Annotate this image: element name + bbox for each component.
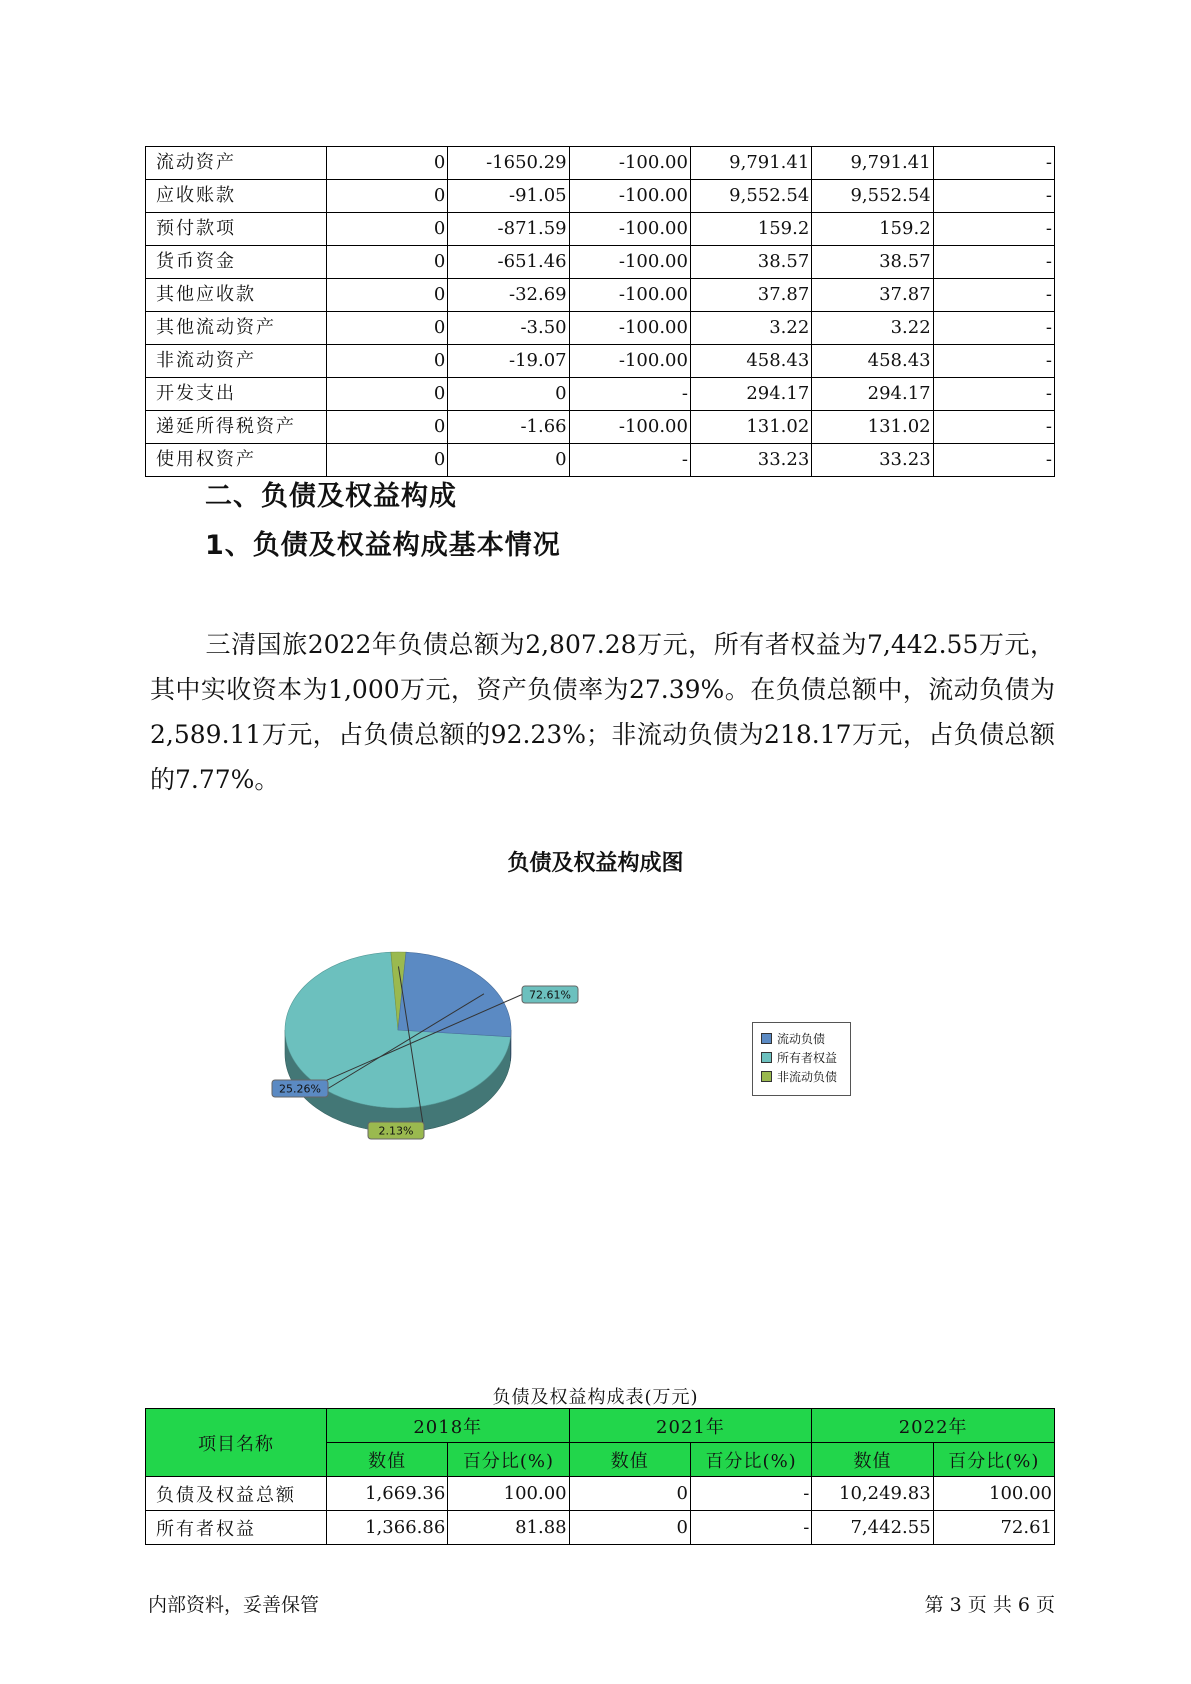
table-cell: 0 <box>569 1511 690 1545</box>
legend-label: 所有者权益 <box>777 1051 838 1065</box>
table-cell: 9,552.54 <box>812 180 933 213</box>
table-cell: -100.00 <box>569 312 690 345</box>
table-cell: 1,366.86 <box>326 1511 447 1545</box>
chart-legend <box>752 1022 851 1096</box>
table-cell: - <box>933 246 1054 279</box>
table-row <box>146 312 1055 345</box>
col-header-name: 项目名称 <box>146 1409 327 1477</box>
table-cell: - <box>569 444 690 477</box>
table-cell: 0 <box>326 213 447 246</box>
table-caption: 负债及权益构成表(万元) <box>492 1387 699 1408</box>
year-header: 2022年 <box>812 1409 1055 1443</box>
legend-swatch <box>761 1033 772 1044</box>
table-cell: 72.61 <box>933 1511 1054 1545</box>
year-header: 2021年 <box>569 1409 812 1443</box>
table-cell: - <box>569 378 690 411</box>
data-label: 72.61% <box>529 988 571 1002</box>
data-label: 25.26% <box>279 1082 321 1096</box>
table-cell: 0 <box>448 378 569 411</box>
table-cell: 9,791.41 <box>690 147 811 180</box>
equity-table <box>145 1408 1055 1545</box>
table-row <box>146 147 1055 180</box>
table-cell: 10,249.83 <box>812 1477 933 1511</box>
table-cell: -100.00 <box>569 411 690 444</box>
table-cell: 0 <box>326 444 447 477</box>
sub-header: 数值 <box>326 1443 447 1477</box>
table-cell: -871.59 <box>448 213 569 246</box>
table-cell: 0 <box>326 279 447 312</box>
table-cell: 9,791.41 <box>812 147 933 180</box>
table-cell: 100.00 <box>933 1477 1054 1511</box>
sub-header: 数值 <box>569 1443 690 1477</box>
section-subheading: 1、负债及权益构成基本情况 <box>205 530 561 561</box>
legend-swatch <box>761 1071 772 1082</box>
legend-item <box>761 1048 850 1067</box>
table-cell: 0 <box>326 411 447 444</box>
table-cell: -19.07 <box>448 345 569 378</box>
table-cell: 131.02 <box>690 411 811 444</box>
table-cell: - <box>933 411 1054 444</box>
table-cell: 100.00 <box>448 1477 569 1511</box>
table-cell: - <box>933 378 1054 411</box>
table-cell: 458.43 <box>812 345 933 378</box>
table-cell: 0 <box>326 180 447 213</box>
table-cell: 9,552.54 <box>690 180 811 213</box>
table-cell: - <box>933 180 1054 213</box>
table-row <box>146 246 1055 279</box>
table-cell: 1,669.36 <box>326 1477 447 1511</box>
table-cell: 33.23 <box>812 444 933 477</box>
year-header: 2018年 <box>326 1409 569 1443</box>
row-label: 预付款项 <box>146 213 327 246</box>
row-label: 应收账款 <box>146 180 327 213</box>
table-cell: 3.22 <box>690 312 811 345</box>
table-cell: 38.57 <box>812 246 933 279</box>
table-cell: -91.05 <box>448 180 569 213</box>
table-cell: 131.02 <box>812 411 933 444</box>
chart-title: 负债及权益构成图 <box>507 851 684 876</box>
table-cell: 3.22 <box>812 312 933 345</box>
legend-item <box>761 1029 850 1048</box>
table-cell: - <box>690 1511 811 1545</box>
table-cell: -100.00 <box>569 246 690 279</box>
table-row <box>146 180 1055 213</box>
table-cell: -3.50 <box>448 312 569 345</box>
sub-header: 百分比(%) <box>448 1443 569 1477</box>
table-cell: 0 <box>326 147 447 180</box>
page-number: 第 3 页 共 6 页 <box>924 1594 1055 1616</box>
row-label: 其他流动资产 <box>146 312 327 345</box>
table-cell: 0 <box>326 378 447 411</box>
table-cell: -651.46 <box>448 246 569 279</box>
sub-header: 百分比(%) <box>690 1443 811 1477</box>
row-label: 流动资产 <box>146 147 327 180</box>
asset-table <box>145 146 1055 477</box>
table-cell: -100.00 <box>569 213 690 246</box>
row-label: 递延所得税资产 <box>146 411 327 444</box>
legend-swatch <box>761 1052 772 1063</box>
row-label: 非流动资产 <box>146 345 327 378</box>
section-heading: 二、负债及权益构成 <box>205 481 457 512</box>
header-row <box>146 1409 1055 1443</box>
table-cell: 81.88 <box>448 1511 569 1545</box>
pie-chart <box>250 920 670 1140</box>
table-cell: 159.2 <box>690 213 811 246</box>
asset-table-body <box>146 147 1055 477</box>
footer-note: 内部资料，妥善保管 <box>148 1594 320 1616</box>
table-cell: - <box>933 345 1054 378</box>
table-cell: -100.00 <box>569 147 690 180</box>
table-row <box>146 279 1055 312</box>
row-label: 开发支出 <box>146 378 327 411</box>
table-row <box>146 1511 1055 1545</box>
sub-header: 百分比(%) <box>933 1443 1054 1477</box>
table-cell: -100.00 <box>569 279 690 312</box>
table-cell: 38.57 <box>690 246 811 279</box>
table-cell: -100.00 <box>569 180 690 213</box>
row-label: 其他应收款 <box>146 279 327 312</box>
table-cell: - <box>933 279 1054 312</box>
table-cell: -1.66 <box>448 411 569 444</box>
table-row <box>146 1477 1055 1511</box>
table-row <box>146 345 1055 378</box>
table-cell: 0 <box>326 246 447 279</box>
table-cell: - <box>933 147 1054 180</box>
summary-text: 三清国旅2022年负债总额为2,807.28万元，所有者权益为7,442.55万元，其中实收资本为1,000万元，资产负债率为27.39%。在负债总额中，流动负债为2,589.11万元，占负债总额的92.23%；非流动负债为218.17万元，占负债总额的7.77%。 <box>150 630 1056 794</box>
table-cell: 458.43 <box>690 345 811 378</box>
row-label: 使用权资产 <box>146 444 327 477</box>
table-cell: -100.00 <box>569 345 690 378</box>
table-row <box>146 411 1055 444</box>
table-row <box>146 378 1055 411</box>
table-cell: - <box>933 213 1054 246</box>
table-row <box>146 444 1055 477</box>
table-cell: - <box>690 1477 811 1511</box>
legend-label: 非流动负债 <box>777 1070 838 1084</box>
table-cell: - <box>933 444 1054 477</box>
table-cell: 0 <box>326 345 447 378</box>
summary-paragraph <box>150 622 1055 802</box>
table-cell: 37.87 <box>690 279 811 312</box>
equity-table-body <box>146 1409 1055 1545</box>
table-cell: 33.23 <box>690 444 811 477</box>
table-cell: 0 <box>569 1477 690 1511</box>
table-cell: 159.2 <box>812 213 933 246</box>
legend-item <box>761 1067 850 1086</box>
row-label: 负债及权益总额 <box>146 1477 327 1511</box>
data-label: 2.13% <box>378 1124 414 1138</box>
table-cell: 0 <box>448 444 569 477</box>
table-cell: 37.87 <box>812 279 933 312</box>
table-cell: 0 <box>326 312 447 345</box>
table-cell: 7,442.55 <box>812 1511 933 1545</box>
table-cell: 294.17 <box>812 378 933 411</box>
legend-label: 流动负债 <box>777 1032 826 1046</box>
sub-header: 数值 <box>812 1443 933 1477</box>
table-cell: -1650.29 <box>448 147 569 180</box>
row-label: 所有者权益 <box>146 1511 327 1545</box>
table-cell: 294.17 <box>690 378 811 411</box>
table-cell: - <box>933 312 1054 345</box>
table-cell: -32.69 <box>448 279 569 312</box>
row-label: 货币资金 <box>146 246 327 279</box>
table-row <box>146 213 1055 246</box>
